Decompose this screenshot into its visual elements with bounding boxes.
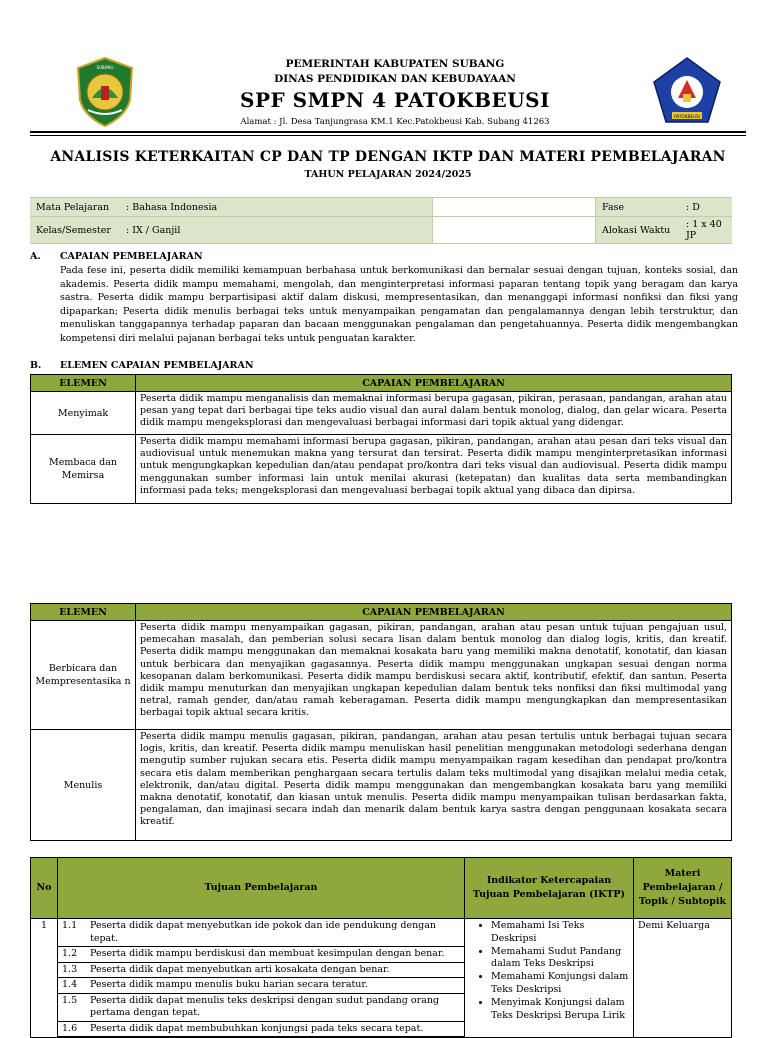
table-row	[31, 919, 732, 1038]
header-divider-thin	[30, 135, 746, 136]
col-tp-header: Tujuan Pembelajaran	[58, 858, 465, 919]
materi-cell: Demi Keluarga	[634, 919, 732, 1038]
list-item: 1.4 Peserta didik mampu menulis buku harian secara teratur.	[58, 978, 464, 994]
fase-label: Fase	[596, 198, 681, 217]
list-item: 1.2 Peserta didik mampu berdiskusi dan membuat kesimpulan dengan benar.	[58, 947, 464, 963]
document-title: ANALISIS KETERKAITAN CP DAN TP DENGAN IKTP DAN MATERI PEMBELAJARAN	[50, 149, 726, 165]
elemen-cp: Peserta didik mampu memahami informasi berupa gagasan, pikiran, pandangan, arahan atau pesan dari teks visual dan audiovisual untuk menemukan makna yang tersurat dan tersirat. Peserta didik mampu menginterpretasikan informasi untuk mengungkapkan kepedulian dan/atau pendapat pro/kontra dari teks visual dan audiovisual. Peserta didik mampu menggunakan sumber informasi lain untuk menilai akurasi (ketepatan) dan kualitas data serta membandingkan informasi pada teks; mengeksplorasi dan mengevaluasi berbagai topik aktual yang dibaca dan dipirsa.	[136, 435, 732, 504]
col-cp-header: CAPAIAN PEMBELAJARAN	[136, 375, 732, 392]
header-department: DINAS PENDIDIKAN DAN KEBUDAYAAN	[274, 73, 516, 85]
iktp-cell	[465, 919, 634, 1038]
elemen-cp: Peserta didik mampu menulis gagasan, pikiran, pandangan, arahan atau pesan tertulis untuk berbagai tujuan secara logis, kritis, dan kreatif. Peserta didik mampu menuliskan hasil penelitian menggunakan metodologi sederhana dengan mengutip sumber rujukan secara etis. Peserta didik mampu menyampaikan ragam kesedihan dan pendapat pro/kontra secara etis dalam memberikan penghargaan secara tertulis dalam teks multimodal yang disajikan melalui media cetak, elektronik, dan/atau digital. Peserta didik mampu menggunakan dan mengembangkan kosakata baru yang memiliki makna denotatif, konotatif, dan kiasan untuk menulis. Peserta didik mampu menyampaikan tulisan berdasarkan fakta, pengalaman, dan imajinasi secara indah dan menarik dalam bentuk karya sastra dengan penggunaan kosakata secara kreatif.	[136, 730, 732, 841]
table-row	[31, 392, 732, 435]
alokasi-label: Alokasi Waktu	[596, 217, 681, 244]
section-b-letter: B.	[30, 360, 42, 371]
list-item: 1.6 Peserta didik dapat membubuhkan konjungsi pada teks secara tepat.	[58, 1021, 464, 1037]
header-divider-thick	[30, 131, 746, 133]
subject-info-table	[30, 197, 732, 244]
mapel-label: Mata Pelajaran	[30, 198, 120, 217]
elemen-cp: Peserta didik mampu menganalisis dan memaknai informasi berupa gagasan, pikiran, perasaan, pandangan, arahan atau pesan yang tepat dari berbagai tipe teks audio visual dan aural dalam bentuk monolog, dialog, dan gelar wicara. Peserta didik mampu mengeksplorasi dan mengevaluasi berbagai informasi dari topik aktual yang didengar.	[136, 392, 732, 435]
kelas-value: : IX / Ganjil	[120, 217, 433, 244]
section-a-heading	[30, 251, 203, 262]
subang-regency-emblem-icon	[74, 56, 136, 128]
element-table-2	[30, 603, 732, 841]
document-subtitle: TAHUN PELAJARAN 2024/2025	[304, 169, 472, 180]
alokasi-value: : 1 x 40 JP	[680, 217, 732, 244]
row-number: 1	[31, 919, 58, 1038]
col-materi-header: Materi Pembelajaran / Topik / Subtopik	[634, 858, 732, 919]
col-elemen-header: ELEMEN	[31, 604, 136, 621]
section-a-title: CAPAIAN PEMBELAJARAN	[60, 251, 203, 262]
school-pentagon-emblem-icon	[652, 56, 722, 126]
section-b-title: ELEMEN CAPAIAN PEMBELAJARAN	[60, 360, 254, 371]
tp-cell	[58, 919, 465, 1038]
table-row	[31, 621, 732, 730]
svg-text:SUBANG: SUBANG	[96, 65, 114, 70]
header-school-name: SPF SMPN 4 PATOKBEUSI	[240, 88, 550, 112]
section-b-heading	[30, 360, 254, 371]
table-row	[31, 730, 732, 841]
col-no-header: No	[31, 858, 58, 919]
table-row	[31, 435, 732, 504]
col-iktp-header: Indikator Ketercapaian Tujuan Pembelajaran (IKTP)	[465, 858, 634, 919]
elemen-name: Menulis	[31, 730, 136, 841]
fase-value: : D	[680, 198, 732, 217]
list-item: • Memahami Sudut Pandang dalam Teks Deskripsi	[491, 946, 629, 972]
col-elemen-header: ELEMEN	[31, 375, 136, 392]
elemen-name: Membaca dan Memirsa	[31, 435, 136, 504]
tp-table	[30, 857, 732, 1038]
list-item: • Menyimak Konjungsi dalam Teks Deskripsi Berupa Lirik	[491, 997, 629, 1023]
elemen-name: Berbicara dan Mempresentasika n	[31, 621, 136, 730]
list-item: • Memahami Isi Teks Deskripsi	[491, 920, 629, 946]
section-a-body: Pada fese ini, peserta didik memiliki kemampuan berbahasa untuk berkomunikasi dan bernalar sesuai dengan tujuan, konteks sosial, dan akademis. Peserta didik mampu memahami, mengolah, dan menginterpretasi informasi paparan tentang topik yang beragam dan karya sastra. Peserta didik mampu berpartisipasi aktif dalam diskusi, mempresentasikan, dan menanggapi informasi nonfiksi dan fiksi yang dipaparkan; Peserta didik menulis berbagai teks untuk menyampaikan pengamatan dan pengalamannya dengan lebih terstruktur, dan menuliskan tanggapannya terhadap paparan dan bacaan menggunakan pengalaman dan pengetahuannya. Peserta didik mengembangkan kompetensi diri melalui pajanan berbagai teks untuk penguatan karakter.	[60, 265, 738, 344]
tp-sub-list	[58, 919, 464, 1037]
mapel-value: : Bahasa Indonesia	[120, 198, 433, 217]
logo-right-text: PATOKBEUSI	[674, 113, 700, 119]
header-address: Alamat : Jl. Desa Tanjungrasa KM.1 Kec.Patokbeusi Kab. Subang 41263	[240, 117, 550, 127]
section-a-letter: A.	[30, 251, 41, 262]
list-item: 1.1 Peserta didik dapat menyebutkan ide pokok dan ide pendukung dengan tepat.	[58, 919, 464, 947]
elemen-name: Menyimak	[31, 392, 136, 435]
elemen-cp: Peserta didik mampu menyampaikan gagasan, pikiran, pandangan, arahan atau pesan untuk tujuan pengajuan usul, pemecahan masalah, dan pemberian solusi secara lisan dalam bentuk monolog dan dialog logis, kritis, dan kreatif. Peserta didik mampu menggunakan dan memaknai kosakata baru yang memiliki makna denotatif, konotatif, dan kiasan untuk berbicara dan menyajikan gagasannya. Peserta didik mampu menggunakan ungkapan sesuai dengan norma kesopanan dalam berkomunikasi. Peserta didik mampu berdiskusi secara aktif, kontributif, efektif, dan santun. Peserta didik mampu menuturkan dan menyajikan ungkapan kepedulian dalam bentuk teks nonfiksi dan fiksi multimodal yang netral, ramah gender, dan/atau ramah keberagaman. Peserta didik mampu mengungkapkan dan mempresentasikan berbagai topik aktual secara kritis.	[136, 621, 732, 730]
list-item: 1.3 Peserta didik dapat menyebutkan arti kosakata dengan benar.	[58, 962, 464, 978]
col-cp-header: CAPAIAN PEMBELAJARAN	[136, 604, 732, 621]
iktp-list	[469, 920, 629, 1022]
header-government: PEMERINTAH KABUPATEN SUBANG	[285, 58, 505, 70]
element-table-1	[30, 374, 732, 504]
list-item: 1.5 Peserta didik dapat menulis teks deskripsi dengan sudut pandang orang pertama dengan tepat.	[58, 993, 464, 1021]
kelas-label: Kelas/Semester	[30, 217, 120, 244]
list-item: • Memahami Konjungsi dalam Teks Deskripsi	[491, 971, 629, 997]
